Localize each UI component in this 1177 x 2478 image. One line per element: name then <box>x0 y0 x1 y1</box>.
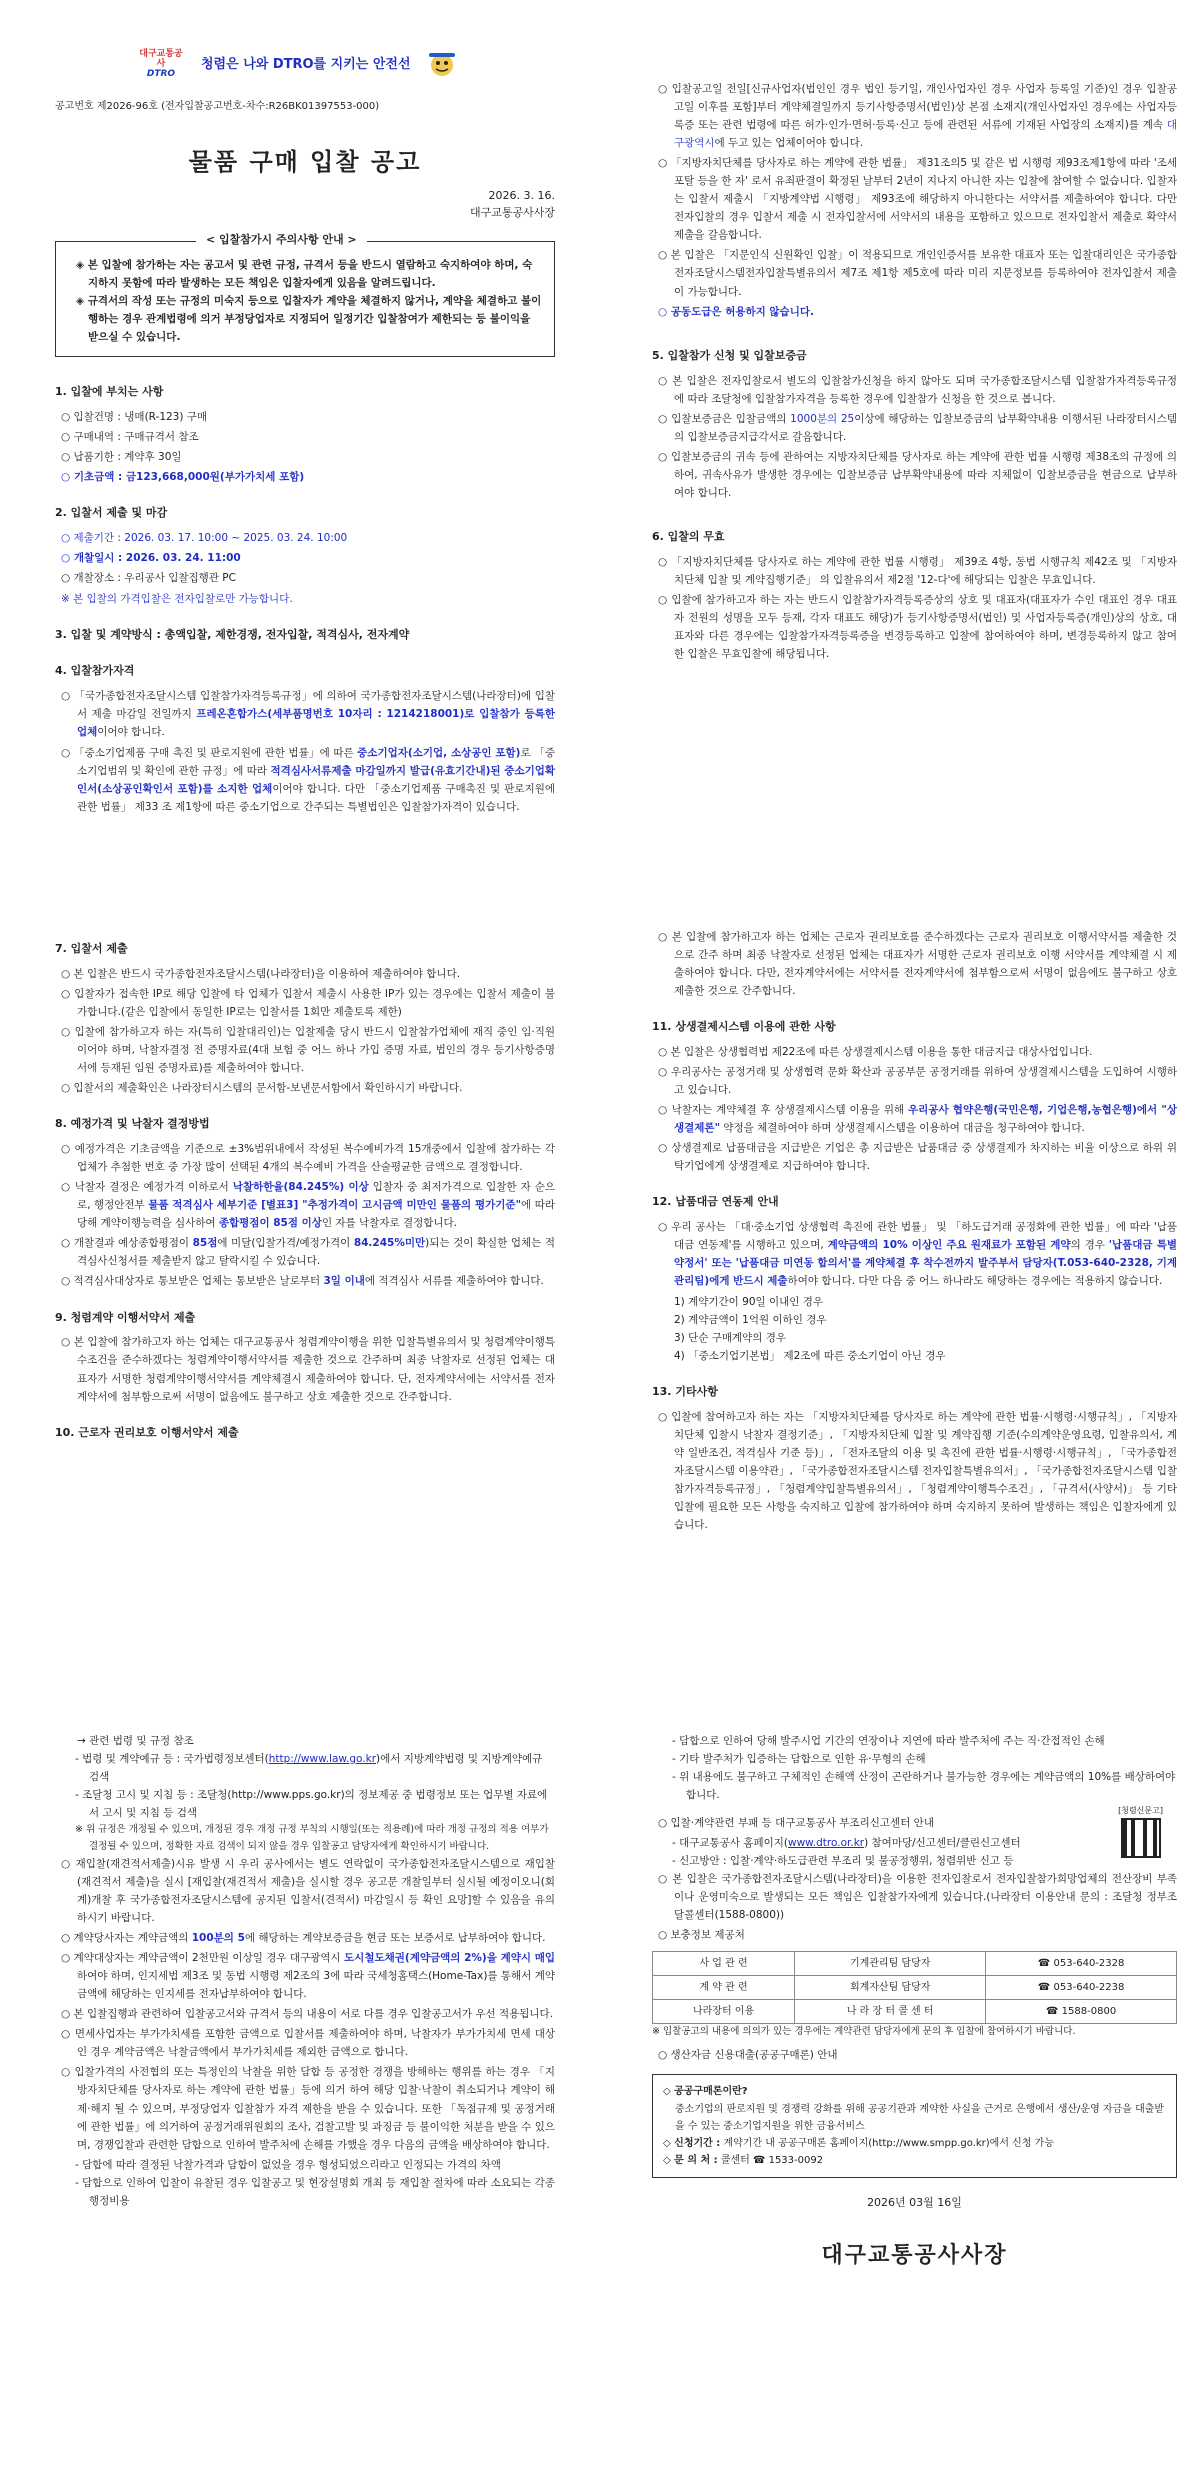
misc-item: ○ 본 입찰집행과 관련하여 입찰공고서와 규격서 등의 내용이 서로 다를 경우 입찰공고서가 우선 적용됩니다. <box>61 2008 554 2021</box>
table-cell: 나 라 장 터 콜 센 터 <box>795 1999 986 2023</box>
header-issuer: 대구교통공사사장 <box>469 205 555 219</box>
table-cell: 계 약 관 련 <box>653 1975 795 1999</box>
misc-item <box>55 1929 555 1947</box>
section-12-heading: 12. 납품대금 연동제 안내 <box>652 1195 779 1209</box>
table-cell: ☎ 053-640-2328 <box>986 1951 1177 1975</box>
list-item: 1) 계약기간이 90일 이내인 경우 <box>674 1295 824 1308</box>
table-row <box>653 1951 1177 1975</box>
text: ○ 계약당사자는 계약금액의 <box>61 1932 192 1945</box>
highlight-text: 중소기업자(소기업, 소상공인 포함) <box>357 746 521 759</box>
deposit-item: ○ 본 입찰은 전자입찰로서 별도의 입찰참가신청을 하지 않아도 되며 국가종합조달시스템 입찰참가자격등록규정에 따라 조달청에 입찰참가자격을 등록한 경우에 입찰참가 신청을 한 것으로 봅니다. <box>658 374 1177 405</box>
invalid-item: ○ 입찰에 참가하고자 하는 자는 반드시 입찰참가자격등록증상의 상호 및 대표자(대표자가 수인 대표인 경우 대표자 전원의 성명을 모두 등재, 각자 대표도 해당)가 등기사항증명서(법인) 및 사업자등록증(개인)상의 상호, 대표자와 다른 경우에는 입찰참가자격등록증을 변경등록하고 입찰에 참여하여야 하며, 변경등록하지 않고 참여한 입찰은 무효입찰에 해당됩니다. <box>658 593 1177 660</box>
caution-item: ◈ 본 입찰에 참가하는 자는 공고서 및 관련 규정, 규격서 등을 반드시 열람하고 숙지하여야 하며, 숙지하지 못함에 따라 발생하는 모든 책임은 입찰자에게 있음을 알려드립니다. <box>76 259 533 290</box>
info-box-apply <box>663 2135 1166 2152</box>
highlight-text: 계약금액의 10% 이상인 주요 원재료가 포함된 계약 <box>827 1239 1071 1252</box>
misc-item: ○ 입찰가격의 사전협의 또는 특정인의 낙찰을 위한 담합 등 공정한 경쟁을 방해하는 행위를 하는 경우 「지방자치단체를 당사자로 하는 계약에 관한 법률」등에 의거 하여 해당 입찰·낙찰이 취소되거나 계약이 해제·해지 될 수 있으며, 부정당업자 입찰참가 자격 제한을 받을 수 있습니다. 또한 「독점규제 및 공정거래에 관한 법률」에 의거하여 공정거래위원회의 조사, 검찰고발 및 과징금 등 불이익한 처분을 받을 수 있으며, 경쟁입찰과 관련한 담합으로 인하여 발주처에 손해를 가했을 경우 다음의 금액을 배상하여야 합니다. <box>61 2066 555 2151</box>
joint-contract-note: ○ 공동도급은 허용하지 않습니다. <box>658 305 814 318</box>
section-11-heading: 11. 상생결제시스템 이용에 관한 사항 <box>652 1020 836 1034</box>
page2-left-column <box>55 880 555 1449</box>
text: - 법령 및 계약예규 등 : 국가법령정보센터( <box>75 1753 269 1766</box>
mascot-icon <box>425 51 459 79</box>
misc-item: ○ 면세사업자는 부가가치세를 포함한 금액으로 입찰서를 제출하여야 하며, 낙찰자가 부가가치세 면세 대상인 경우 계약금액은 낙찰금액에서 부가가치세를 제외한 금액으로 합니다. <box>61 2028 555 2059</box>
qualification-item <box>652 80 1177 152</box>
qr-code-block <box>1118 1804 1163 1863</box>
misc-item: ○ 생산자금 신용대출(공공구매론) 안내 <box>658 2049 838 2062</box>
highlight-text: 물품 적격심사 세부기준 [별표3] "추정가격이 고시금액 미만인 물품의 평가기준" <box>148 1199 522 1212</box>
list-item: 3) 단순 구매계약의 경우 <box>674 1331 787 1344</box>
list-item: ○ 구매내역 : 구매규격서 참조 <box>61 431 199 444</box>
submission-period: ○ 제출기간 : 2026. 03. 17. 10:00 ~ 2025. 03. 24. 10:00 <box>61 532 348 545</box>
award-item: ○ 예정가격은 기초금액을 기준으로 ±3%범위내에서 작성된 복수예비가격 15개중에서 입찰에 참가하는 각 업체가 추첨한 번호 중 가장 많이 선택된 4개의 복수예비 가격을 산술평균한 금액으로 결정합니다. <box>61 1143 555 1174</box>
submission-item: ○ 입찰서의 제출확인은 나라장터시스템의 문서함-보낸문서함에서 확인하시기 바랍니다. <box>61 1082 463 1095</box>
section-2-heading: 2. 입찰서 제출 및 마감 <box>55 506 168 520</box>
contact-note: ※ 입찰공고의 내용에 의의가 있는 경우에는 계약관련 담당자에게 문의 후 입찰에 참여하시기 바랍니다. <box>652 2026 1076 2038</box>
highlight-text: 종합평점이 85점 이상 <box>218 1217 322 1230</box>
text: 에 두고 있는 업체이어야 합니다. <box>714 137 864 150</box>
text: 콜센터 ☎ 1533-0092 <box>717 2155 824 2167</box>
page2-right-column <box>652 880 1177 1531</box>
misc-item-continued: → 관련 법령 및 규정 참조 <box>77 1735 194 1747</box>
text: 계약기간 내 공공구매론 홈페이지(http://www.smpp.go.kr)에서 신청 가능 <box>720 2138 1054 2150</box>
section-6-heading: 6. 입찰의 무효 <box>652 529 725 543</box>
list-item: 2) 계약금액이 1억원 이하인 경우 <box>674 1313 827 1326</box>
list-item: ○ 납품기한 : 계약후 30일 <box>61 451 182 464</box>
submission-item: ○ 입찰자가 접속한 IP로 해당 입찰에 타 업체가 입찰서 제출시 사용한 IP가 있는 경우에는 입찰서 제출이 불가합니다.(같은 입찰에서 동일한 IP로는 입찰서를 1회만 제출토록 제한) <box>61 987 555 1018</box>
highlight-text: 도시철도채권(계약금액의 2%)을 계약시 매입 <box>344 1952 555 1965</box>
highlight-text: '납품대금 특별 약정서' 또는 '납품대금 미연동 합의서'를 계약체결 후 착수전까지 발주부서 담당자(T.053-640-2328, 기계관리팀)에게 반드시 제출 <box>674 1239 1177 1288</box>
header-date-block <box>55 188 555 221</box>
text: ○ 「국가종합전자조달시스템 입찰참가자격등록규정」에 의하여 국가종합전자조달시스템(나라장터)에 입찰서 제출 마감일 전일까지 <box>61 690 555 721</box>
opening-place: ○ 개찰장소 : 우리공사 입찰집행관 PC <box>61 572 236 585</box>
damage-item: - 담합으로 인하여 당해 발주시업 기간의 연장이나 지연에 따라 발주처에 주는 직·간접적인 손해 <box>672 1735 1105 1747</box>
page-3 <box>0 1690 1177 2478</box>
text: ○ 입찰공고일 전일[신규사업자(법인인 경우 법인 등기일, 개인사업자인 경우 사업자 등록일 기준)인 경우 입찰공고일 이후를 포함]부터 계약체결일까지 등기사항증명서(법인)상 본점 소재지(개인사업자인 경우에는 사업자등록증 또는 관련 법령에 따른 허가·인가·면허·등록·신고 등에 관련된 서류에 기재된 사업장의 소재지)를 계속 <box>658 83 1177 132</box>
misc-item: ○ 입찰·계약관련 부패 등 대구교통공사 부조리신고센터 안내 <box>658 1817 934 1830</box>
text: 로 「중소기업범위 및 확인에 관한 규정」에 따라 <box>77 746 556 777</box>
text: 인 자를 낙찰자로 결정합니다. <box>321 1217 458 1230</box>
report-item <box>652 1834 1177 1852</box>
text: )에서 지방계약법령 및 지방계약예규 검색 <box>89 1753 543 1784</box>
integrity-item: ○ 본 입찰에 참가하고자 하는 업체는 대구교통공사 청렴계약이행을 위한 입찰특별유의서 및 청렴계약이행특수조건을 준수하겠다는 청렴계약이행서약서를 제출한 것으로 간주하며 최종 낙찰자로 선정된 업체는 대표자가 서명한 청렴계약이행서약서를 계약체결시 제출하여야 합니다. 단, 전자계약서에는 서약서를 전자계약서에 첨부함으로써 서명이 없음에도 불구하고 상호 제출한 것으로 간주합니다. <box>61 1336 555 1403</box>
text: )되는 것이 확실한 업체는 적격심사신청서를 제출받지 않고 탈락시킬 수 있습니다. <box>77 1237 555 1268</box>
table-cell: ☎ 053-640-2238 <box>986 1975 1177 1999</box>
caution-item: ◈ 규격서의 작성 또는 규정의 미숙지 등으로 입찰자가 계약을 체결하지 않거나, 계약을 체결하고 불이행하는 경우 관계법령에 의거 부정당업자로 지정되어 일정기간 입찰참여가 제한되는 등 불이익을 받으실 수 있습니다. <box>76 295 542 344</box>
text: 입찰자 중 최저가격으로 입찰한 자 순으로, 행정안전부 <box>77 1181 555 1212</box>
electronic-bid-note: ※ 본 입찰의 가격입찰은 전자입찰로만 가능합니다. <box>61 592 293 605</box>
text: ○ 계약대상자는 계약금액이 2천만원 이상일 경우 대구광역시 <box>61 1952 345 1965</box>
payment-item <box>652 1101 1177 1137</box>
deposit-item: ○ 입찰보증금의 귀속 등에 관하여는 지방자치단체를 당사자로 하는 계약에 관한 법률 시행령 제38조의 규정에 의하여, 귀속사유가 발생한 경우에는 입찰보증금 납부확약내용에 따라 지체없이 입찰보증금을 현금으로 납부하여야 합니다. <box>658 450 1177 499</box>
section-1-heading: 1. 입찰에 부치는 사항 <box>55 385 164 399</box>
price-link-item <box>652 1218 1177 1290</box>
text: ○ 우리 공사는 「대·중소기업 상생협력 촉진에 관한 법률」 및 「하도급거래 공정화에 관한 법률」에 따라 '납품대금 연동제'를 시행하고 있으며, <box>658 1221 1177 1252</box>
header-date: 2026. 3. 16. <box>488 189 555 203</box>
submission-item: ○ 입찰에 참가하고자 하는 자(특히 입찰대리인)는 입찰제출 당시 반드시 입찰참가업체에 재직 중인 임·직원이어야 하며, 낙찰자결정 전 증명자료(4대 보험 중 어느 하나 가입 증명 자료, 법인의 경우 등기사항증명서에 등재된 임원 증명자료)를 제출하여야 합니다. <box>61 1026 555 1075</box>
text: 에 적격심사 서류를 제출하여야 합니다. <box>364 1275 544 1288</box>
info-box-description: 중소기업의 판로지원 및 경쟁력 강화를 위해 공공기관과 계약한 사실을 근거로 은행에서 생산/운영 자금을 대출받을 수 있는 중소기업지원을 위한 금융서비스 <box>675 2103 1165 2132</box>
announcement-number: 공고번호 제2026-96호 (전자입찰공고번호-차수:R26BK01397553-000) <box>55 100 380 112</box>
payment-item: ○ 상생결제로 납품대금을 지급받은 기업은 총 지급받은 납품대금 중 상생결제가 차지하는 비율 이상으로 하위 위탁기업에게 상생결제로 지급하여야 합니다. <box>658 1142 1177 1173</box>
caution-notice-title: < 입찰참가시 주의사항 안내 > <box>196 231 367 250</box>
logo-text-korean: 대구교통공사 <box>139 49 183 69</box>
highlight-text: 100분의 5 <box>191 1932 245 1945</box>
damage-item: - 위 내용에도 불구하고 구체적인 손해액 산정이 곤란하거나 불가능한 경우에는 계약금액의 10%를 배상하여야 합니다. <box>672 1771 1176 1802</box>
text: 하여야 하며, 인지세법 제3조 및 동법 시행령 제2조의 3에 따라 국세청홈택스(Home-Tax)를 통해서 계약금액에 해당하는 인지세를 전자납부하여야 합니다. <box>77 1970 555 2001</box>
table-row <box>653 1999 1177 2023</box>
payment-item: ○ 우리공사는 공정거래 및 상생협력 문화 확산과 공공부문 공정거래를 위하여 상생결제시스템을 도입하여 시행하고 있습니다. <box>658 1066 1177 1097</box>
qualification-item: ○ 본 입찰은 「지문인식 신원확인 입찰」이 적용되므로 개인인증서를 보유한 대표자 또는 입찰대리인은 국가종합전자조달시스템전자입찰특별유의서 제7조 제1항 제5호에 따라 미리 지문정보를 등록하여야 전자입찰서 제출이 가능합니다. <box>658 249 1177 298</box>
misc-item: ○ 입찰에 참여하고자 하는 자는 「지방자치단체를 당사자로 하는 계약에 관한 법률·시행령·시행규칙」, 「지방자치단체 입찰시 낙찰자 결정기준」, 「지방자치단체 입찰 및 계약집행 기준(수의계약운영요령, 입찰유의서, 계약 일반조건, 적격심사 기준 등)」, 「전자조달의 이용 및 촉진에 관한 법률·시행령·시행규칙」, 「국가종합전자조달시스템 이용약관」, 「국가종합전자조달시스템 전자입찰특별유의서」, 「국가종합전자조달시스템 입찰참가자격등록규정」, 「청렴계약입찰특별유의서」, 「청렴계약이행특수조건」, 「규격서(사양서)」 등 기타 입찰에 필요한 모든 사항을 숙지하고 입찰에 참가하여야 하며 숙지하지 못하여 발생하는 책임은 입찰자에게 있습니다. <box>658 1410 1177 1531</box>
qr-code-icon[interactable] <box>1121 1818 1161 1858</box>
reference-note: ※ 위 규정은 개정될 수 있으며, 개정된 경우 개정 규정 부칙의 시행일(또는 적용례)에 따라 개정 규정의 적용 여부가 결정될 수 있으며, 정확한 자료 검색이 되지 않을 경우 입찰공고 담당자에게 확인하시기 바랍니다. <box>75 1824 549 1852</box>
table-cell: 사 업 관 련 <box>653 1951 795 1975</box>
page-1 <box>0 0 1177 900</box>
text: 이상에 해당하는 입찰보증금의 납부확약내용 이행서된 나라장터시스템의 입찰보증금지급각서로 갈음합니다. <box>674 412 1177 443</box>
highlight-text: 적격심사서류제출 마감일까지 발급(유효기간내)된 중소기업확인서(소상공인확인서 포함)를 소지한 업체 <box>77 764 555 795</box>
highlight-text: 84.245%미만 <box>353 1237 426 1250</box>
text: ) 참여마당/신고센터/클린신고센터 <box>864 1837 1021 1850</box>
highlight-text: 대구광역시 <box>674 119 1177 150</box>
table-cell: ☎ 1588-0800 <box>986 1999 1177 2023</box>
integrity-slogan: 청렴은 나와 DTRO를 지키는 안전선 <box>201 56 411 72</box>
logo-text-dtro: DTRO <box>146 68 176 79</box>
text: ○ 낙찰자는 계약체결 후 상생결제시스템 이용을 위해 <box>658 1104 909 1117</box>
qualification-item <box>55 744 555 816</box>
reference-item <box>55 1750 555 1786</box>
damage-item: - 기타 발주처가 입증하는 담합으로 인한 유·무형의 손해 <box>672 1753 926 1766</box>
purchase-loan-info-box <box>652 2074 1177 2178</box>
text: ○ 개찰결과 예상종합평점이 <box>61 1237 193 1250</box>
homepage-link[interactable]: www.dtro.or.kr <box>788 1837 865 1850</box>
text: 에 해당하는 계약보증금을 현금 또는 보증서로 납부하여야 합니다. <box>244 1932 546 1945</box>
list-item: ○ 입찰건명 : 냉매(R-123) 구매 <box>61 411 208 424</box>
report-item: - 신고방안 : 입찰·계약·하도급관련 부조리 및 불공정행위, 청렴위반 신고 등 <box>672 1855 1014 1868</box>
text: - 대구교통공사 홈페이지( <box>672 1837 788 1850</box>
text: ○ 입찰보증금은 입찰금액의 <box>658 412 791 425</box>
text: 약정을 체결하여야 하며 상생결제시스템을 이용하여 대금을 청구하여야 합니다. <box>720 1122 1085 1135</box>
info-box-title: ◇ 공공구매론이란? <box>663 2086 748 2098</box>
section-10-heading: 10. 근로자 권리보호 이행서약서 제출 <box>55 1425 239 1439</box>
page1-left-column <box>55 0 555 818</box>
highlight-text: 우리공사 협약은행(국민은행, 기업은행,농협은행)에서 "상생결제론" <box>674 1104 1177 1135</box>
report-center-block <box>652 1806 1177 1870</box>
damage-item: - 담합에 따라 결정된 낙찰가격과 담합이 없었을 경우 형성되었으리라고 인정되는 가격의 차액 <box>75 2158 501 2171</box>
section-5-heading: 5. 입찰참가 신청 및 입찰보증금 <box>652 348 807 362</box>
text: 하여야 합니다. 다만 다음 중 어느 하나라도 해당하는 경우에는 적용하지 않습니다. <box>787 1275 1163 1288</box>
section-9-heading: 9. 청렴계약 이행서약서 제출 <box>55 1310 196 1324</box>
caution-notice-box <box>55 233 555 357</box>
footer-date: 2026년 03월 16일 <box>867 2196 962 2210</box>
page3-right-column <box>652 1690 1177 2275</box>
highlight-text: 낙찰하한율(84.245%) 이상 <box>232 1181 369 1194</box>
misc-item: ○ 본 입찰은 국가종합전자조달시스템(나라장터)을 이용한 전자입찰로서 전자입찰참가희망업체의 전산장비 부족이나 운영미숙으로 발생되는 모든 책임은 입찰참가자에게 있습니다.(나라장터 이용안내 문의 : 조달청 정부조달콜센터(1588-0800)) <box>658 1873 1177 1922</box>
section-3-heading: 3. 입찰 및 계약방식 : 총액입찰, 제한경쟁, 전자입찰, 적격심사, 전자계약 <box>55 627 410 641</box>
misc-item: ○ 재입찰(재견적서제출)시유 발생 시 우리 공사에서는 별도 연락없이 국가종합전자조달시스템으로 재입찰(재견적서 제출)을 실시 [재입찰(재견적서 제출)을 실시할 경우 공고문 개찰일부터 실시될 예정이오니(회계)개찰 후 국가종합전자조달시스템에 공지된 입찰서(견적서) 마감일시 등 확인 요망]할 수 있음을 유의하시기 바랍니다. <box>61 1857 555 1925</box>
section-8-heading: 8. 예정가격 및 낙찰자 결정방법 <box>55 1117 210 1131</box>
dtro-logo <box>135 50 187 80</box>
highlight-text: 프레온혼합가스(세부품명번호 10자리 : 1214218001)로 입찰참가 등록한 업체 <box>77 708 555 739</box>
reference-item: - 조달청 고시 및 지침 등 : 조달청(http://www.pps.go.kr)의 정보제공 중 법령정보 또는 업무별 자료에서 고시 및 지침 등 검색 <box>75 1789 548 1820</box>
misc-item: ○ 보충정보 제공처 <box>658 1929 745 1942</box>
qualification-item <box>55 687 555 741</box>
text: 의 경우 <box>1070 1239 1109 1252</box>
award-item <box>55 1272 555 1290</box>
base-price: ○ 기초금액 : 금123,668,000원(부가가치세 포함) <box>61 471 305 484</box>
text: ○ 낙찰자 결정은 예정가격 이하로서 <box>61 1181 233 1194</box>
label: ◇ 신청기간 : <box>663 2138 721 2150</box>
info-box-contact <box>663 2152 1166 2169</box>
highlight-text: 3일 이내 <box>323 1275 365 1288</box>
text: 이어야 합니다. <box>97 726 165 739</box>
award-item <box>55 1234 555 1270</box>
footer-signature: 대구교통공사사장 <box>821 2242 1008 2269</box>
section-4-heading: 4. 입찰참가자격 <box>55 664 135 678</box>
payment-item: ○ 본 입찰은 상생협력법 제22조에 따른 상생결제시스템 이용을 통한 대금지급 대상사업입니다. <box>658 1046 1093 1059</box>
award-item <box>55 1178 555 1232</box>
qualification-item: ○ 「지방자치단체를 당사자로 하는 계약에 관한 법률」 제31조의5 및 같은 법 시행령 제93조제1항에 따라 '조세포탈 등을 한 자' 로서 유죄판결이 확정된 날부터 2년이 지나지 아니한 자는 입찰에 참여할 수 없습니다. 입찰자는 입찰서 제출시 「지방계약법 시행령」 제93조에 해당하지 아니한다는 서약서를 제출하여야 합니다. 다만 전자입찰의 경우 입찰서 제출 시 전자입찰서에 서약서의 내용을 포함하고 있으므로 전자입찰서 제출로 확약서 제출을 갈음합니다. <box>658 157 1177 242</box>
highlight-text: 85점 <box>192 1237 218 1250</box>
header-logo-row <box>135 50 555 80</box>
deposit-item <box>652 410 1177 446</box>
submission-item: ○ 본 입찰은 반드시 국가종합전자조달시스템(나라장터)을 이용하여 제출하여야 합니다. <box>61 967 461 980</box>
invalid-item: ○ 「지방자치단체를 당사자로 하는 계약에 관한 법률 시행령」 제39조 4항, 동법 시행규칙 제42조 및 「지방자치단체 입찰 및 계약집행기준」 의 입찰유의서 제2절 '12-다'에 해당되는 입찰은 무효입니다. <box>658 555 1177 586</box>
damage-item: - 담합으로 인하여 입찰이 유찰된 경우 입찰공고 및 현장설명회 개최 등 재입찰 절차에 따라 소요되는 각종 행정비용 <box>75 2176 555 2207</box>
table-cell: 회계자산팀 담당자 <box>795 1975 986 1999</box>
opening-datetime: ○ 개찰일시 : 2026. 03. 24. 11:00 <box>61 552 241 565</box>
label: ◇ 문 의 처 : <box>663 2155 718 2167</box>
text: 에 따라 당해 계약이행능력을 심사하여 <box>77 1199 555 1230</box>
page-title: 물품 구매 입찰 공고 <box>188 146 422 176</box>
text: ○ 「중소기업제품 구매 촉진 및 판로지원에 관한 법률」에 따른 <box>61 746 358 759</box>
section-13-heading: 13. 기타사항 <box>652 1384 718 1398</box>
contact-table <box>652 1951 1177 2025</box>
table-cell: 기계관리팀 담당자 <box>795 1951 986 1975</box>
text: 에 미달(입찰가격/예정가격이 <box>217 1237 354 1250</box>
law-site-link[interactable]: http://www.law.go.kr <box>268 1753 377 1766</box>
table-row <box>653 1975 1177 1999</box>
labor-rights-item: ○ 본 입찰에 참가하고자 하는 업체는 근로자 권리보호를 준수하겠다는 근로자 권리보호 이행서약서를 제출한 것으로 간주 하며 최종 낙찰자로 선정된 업체는 대표자가 서명한 근로자 권리보호 이행 서약서를 계약체결 시 제출하여야 합니다. 다만, 전자계약서에는 서약서를 전자계약서에 첨부함으로써 서명이 없음에도 불구하고 상호 제출한 것으로 간주합니다. <box>658 931 1177 998</box>
qr-caption: [청렴신문고] <box>1118 1806 1163 1816</box>
page3-left-column <box>55 1690 555 2210</box>
text: ○ 적격심사대상자로 통보받은 업체는 통보받은 날로부터 <box>61 1275 324 1288</box>
section-7-heading: 7. 입찰서 제출 <box>55 942 128 955</box>
misc-item <box>55 1949 555 2003</box>
highlight-text: 1000분의 25 <box>790 412 855 425</box>
list-item: 4) 「중소기업기본법」 제2조에 따른 중소기업이 아닌 경우 <box>674 1349 946 1362</box>
table-cell: 나라장터 이용 <box>653 1999 795 2023</box>
page1-right-column <box>652 0 1177 665</box>
page-2 <box>0 880 1177 1640</box>
text: 이어야 합니다. 다만 「중소기업제품 구매촉진 및 판로지원에 관한 법률」 제33 조 제1항에 따른 중소기업으로 간주되는 특별법인은 입찰참가자격이 있습니다. <box>77 782 555 813</box>
